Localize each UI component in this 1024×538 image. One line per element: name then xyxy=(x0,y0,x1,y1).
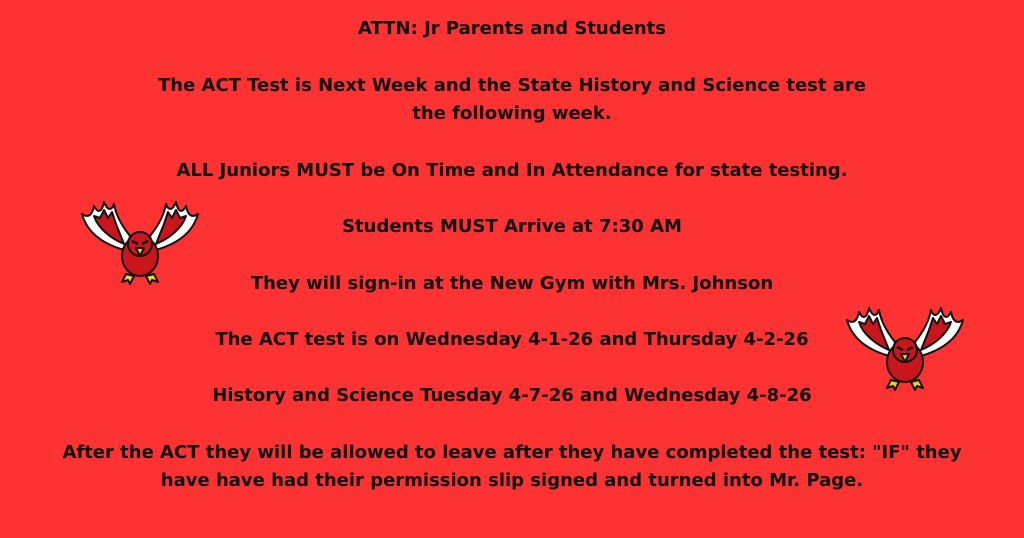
test-line-2: the following week. xyxy=(412,103,612,124)
arrival-line: Students MUST Arrive at 7:30 AM xyxy=(342,216,682,237)
attendance-line: ALL Juniors MUST be On Time and In Attendance for state testing. xyxy=(176,160,848,181)
hawk-mascot-right-icon xyxy=(843,302,967,394)
after-line-1: After the ACT they will be allowed to leave after they have completed the test: "IF" they xyxy=(62,442,962,463)
test-line-1: The ACT Test is Next Week and the State History and Science test are xyxy=(157,75,866,96)
signin-line: They will sign-in at the New Gym with Mrs. Johnson xyxy=(250,273,774,294)
hawk-mascot-left-svg xyxy=(78,196,202,288)
act-dates-line: The ACT test is on Wednesday 4-1-26 and Thursday 4-2-26 xyxy=(215,329,809,350)
heading: ATTN: Jr Parents and Students xyxy=(358,18,666,39)
hawk-mascot-right-svg xyxy=(843,302,967,394)
hawk-mascot-left-icon xyxy=(78,196,202,288)
after-line-2: have have had their permission slip signed and turned into Mr. Page. xyxy=(160,470,864,491)
history-science-dates-line: History and Science Tuesday 4-7-26 and Wednesday 4-8-26 xyxy=(212,385,812,406)
